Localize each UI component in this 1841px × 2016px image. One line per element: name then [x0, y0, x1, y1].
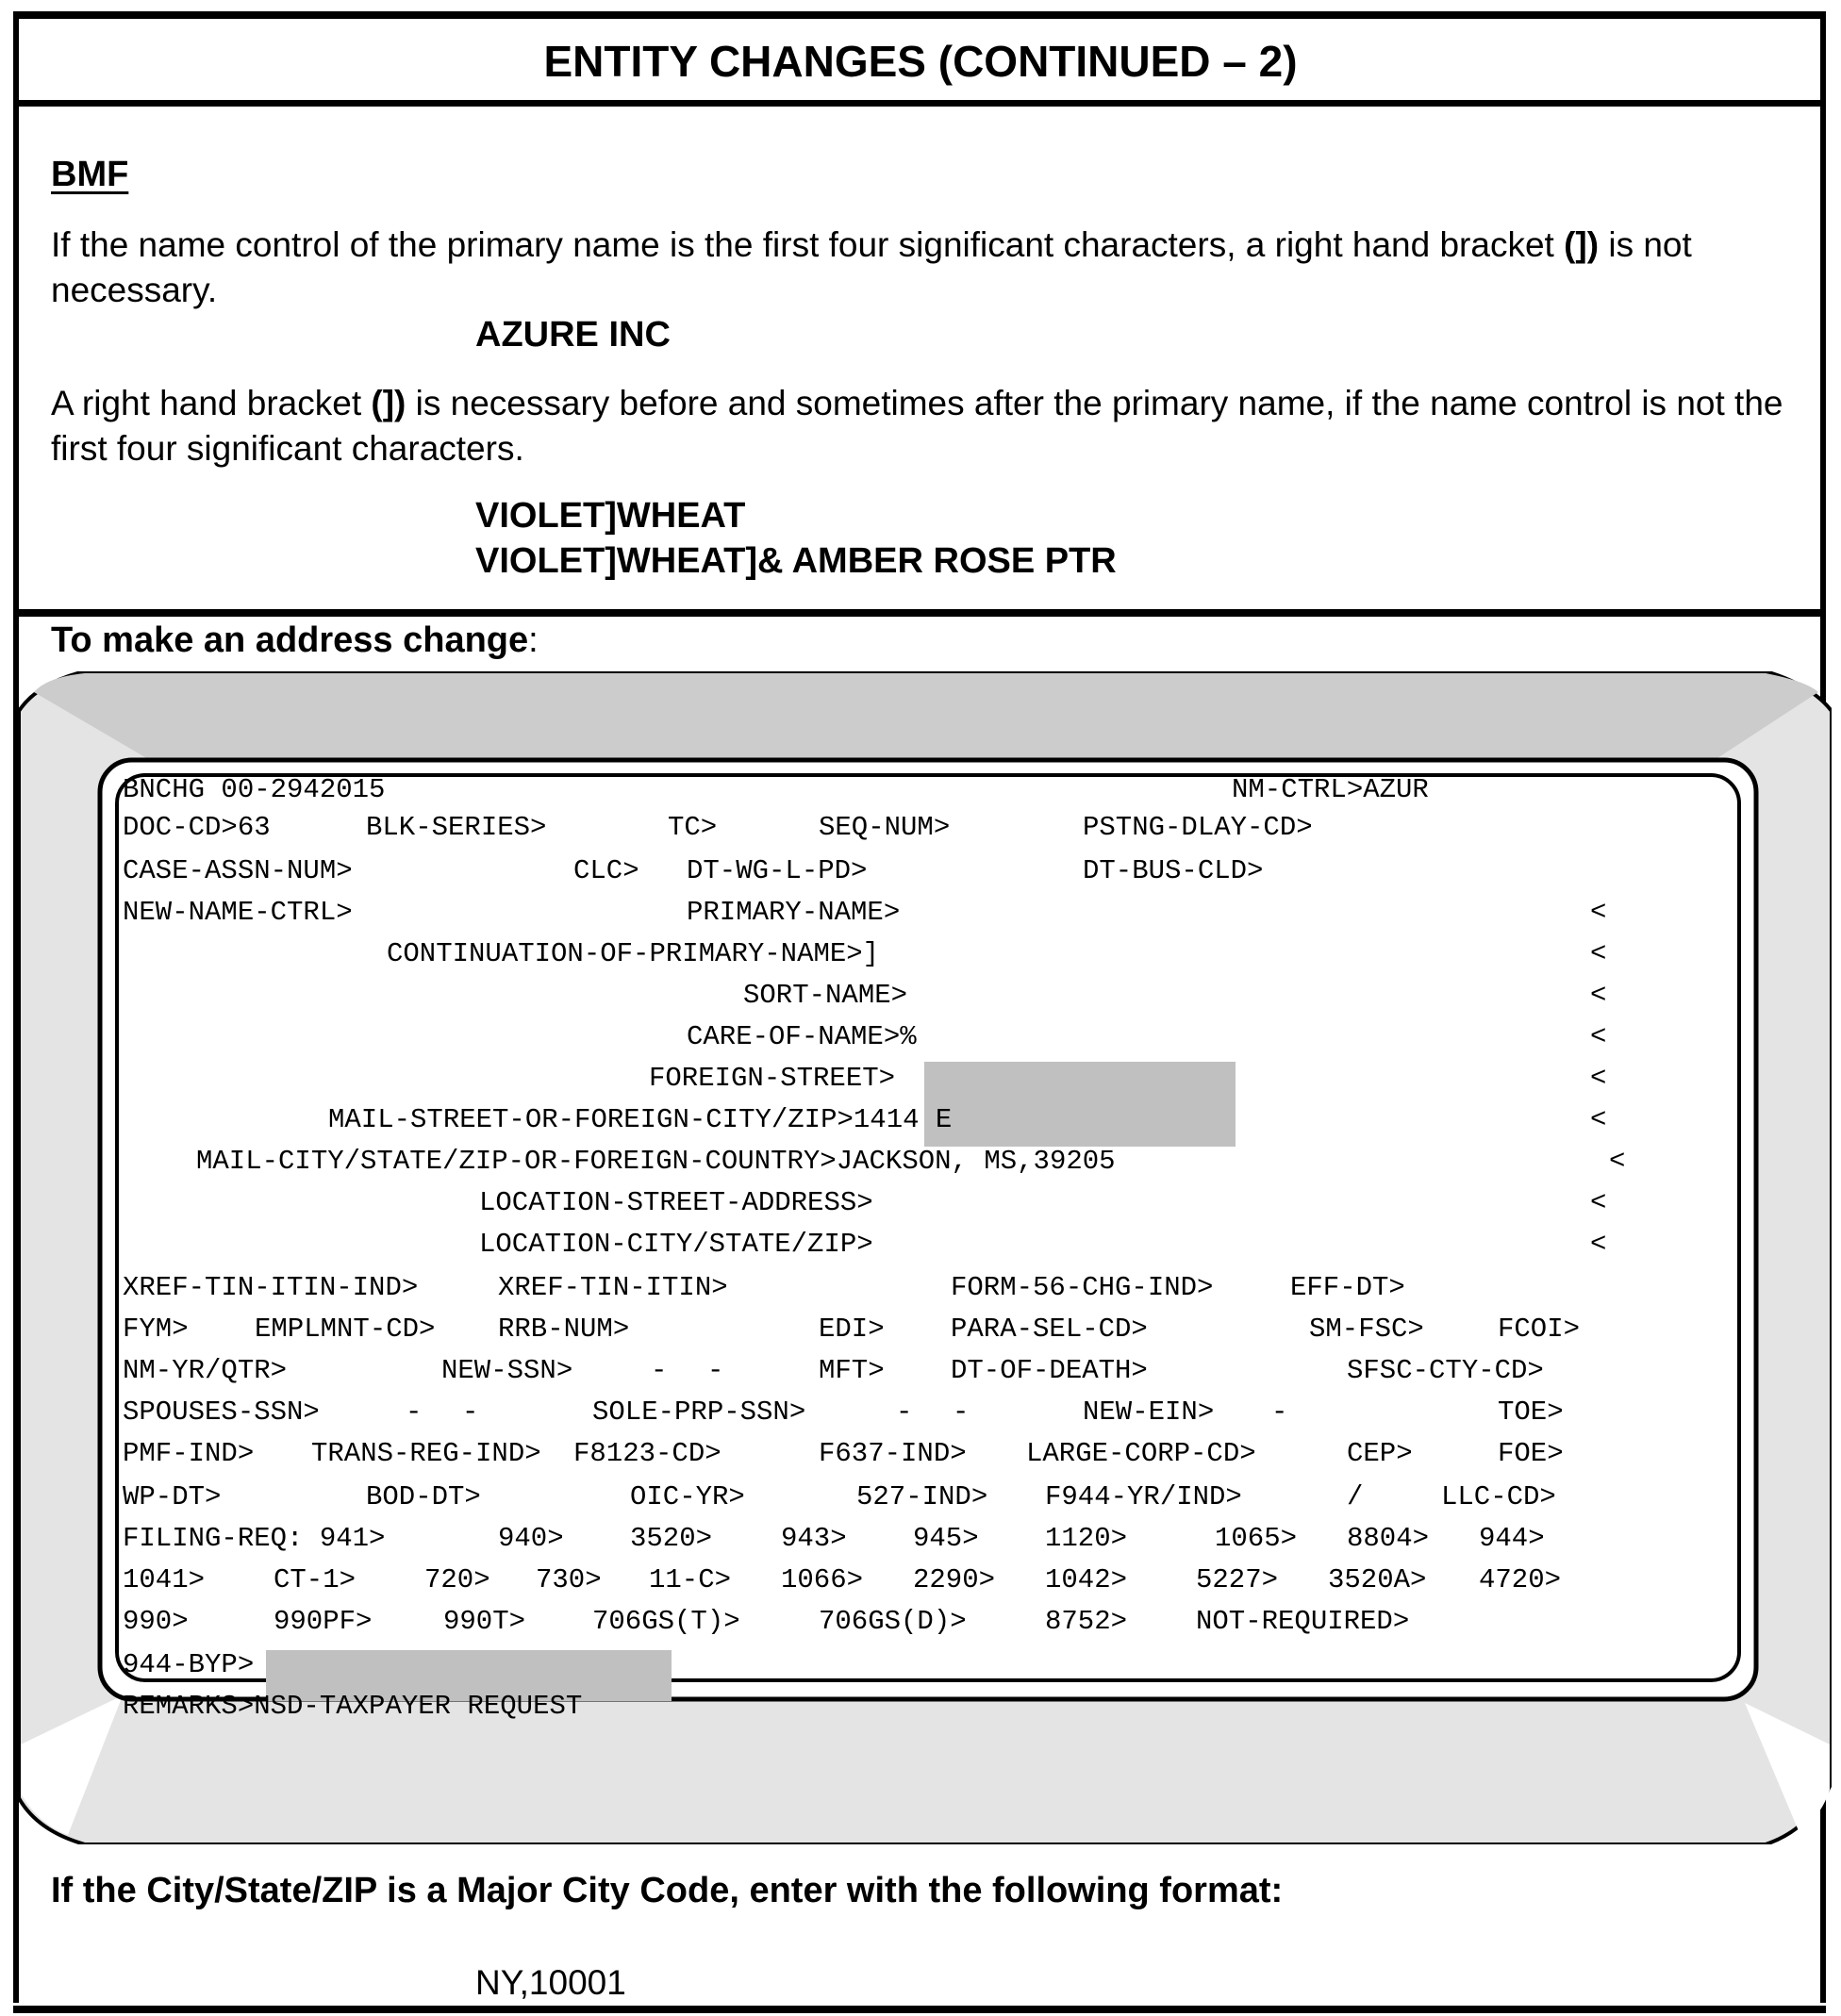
- screen-field: F637-IND>: [819, 1438, 967, 1469]
- field-end-marker: <: [1590, 1187, 1607, 1218]
- screen-field: 11-C>: [649, 1564, 732, 1595]
- screen-field: BOD-DT>: [366, 1481, 481, 1512]
- screen-field: F8123-CD>: [573, 1438, 721, 1469]
- section-rule: [13, 609, 1826, 617]
- screen-field: FYM>: [123, 1314, 189, 1345]
- page-title: ENTITY CHANGES (CONTINUED – 2): [543, 37, 1298, 86]
- example-violet-wheat: VIOLET]WHEAT: [475, 496, 746, 536]
- screen-field: FOE>: [1498, 1438, 1564, 1469]
- screen-field: -: [462, 1396, 479, 1428]
- field-end-marker: <: [1590, 1021, 1607, 1052]
- screen-field: 8752>: [1045, 1606, 1128, 1637]
- screen-field: 4720>: [1479, 1564, 1562, 1595]
- field-end-marker: <: [1590, 980, 1607, 1011]
- screen-field: -: [651, 1355, 668, 1386]
- screen-field: WP-DT>: [123, 1481, 222, 1512]
- screen-field: DT-WG-L-PD>: [687, 855, 868, 886]
- screen-field: CEP>: [1347, 1438, 1413, 1469]
- bmf-paragraph-2: [51, 381, 1805, 471]
- redacted-foreign-street: [924, 1062, 1236, 1147]
- screen-field: SPOUSES-SSN>: [123, 1396, 320, 1428]
- screen-field: 1120>: [1045, 1523, 1128, 1554]
- screen-field: PRIMARY-NAME>: [687, 897, 901, 928]
- screen-field: NEW-SSN>: [441, 1355, 573, 1386]
- title-rule: [13, 100, 1826, 107]
- field-end-marker: <: [1590, 938, 1607, 969]
- screen-field: NEW-NAME-CTRL>: [123, 897, 353, 928]
- screen-field: LOCATION-CITY/STATE/ZIP>: [479, 1229, 873, 1260]
- screen-field: DT-BUS-CLD>: [1083, 855, 1264, 886]
- screen-field: -: [896, 1396, 913, 1428]
- screen-field: 5227>: [1196, 1564, 1279, 1595]
- screen-field: -: [1271, 1396, 1288, 1428]
- screen-field: 944-BYP>: [123, 1649, 255, 1680]
- screen-field: FILING-REQ: 941>: [123, 1523, 386, 1554]
- screen-field: LARGE-CORP-CD>: [1026, 1438, 1256, 1469]
- field-end-marker: <: [1590, 1104, 1607, 1135]
- screen-field: 527-IND>: [856, 1481, 988, 1512]
- screen-field: BNCHG 00-2942015: [123, 774, 386, 805]
- address-change-label: To make an address change: [51, 620, 529, 660]
- major-city-example: NY,10001: [475, 1963, 626, 2002]
- screen-field: LOCATION-STREET-ADDRESS>: [479, 1187, 873, 1218]
- screen-field: 990T>: [443, 1606, 526, 1637]
- screen-field: 1065>: [1215, 1523, 1298, 1554]
- address-change-lead: [51, 620, 539, 661]
- screen-field: PARA-SEL-CD>: [951, 1314, 1148, 1345]
- screen-field: 990>: [123, 1606, 189, 1637]
- screen-field: NM-CTRL>AZUR: [1232, 774, 1429, 805]
- screen-field: 940>: [498, 1523, 564, 1554]
- screen-field: PSTNG-DLAY-CD>: [1083, 812, 1313, 843]
- bmf-paragraph-1-end: is not necessary.: [51, 225, 1692, 309]
- screen-field: NOT-REQUIRED>: [1196, 1606, 1410, 1637]
- screen-field: CONTINUATION-OF-PRIMARY-NAME>]: [387, 938, 880, 969]
- major-city-lead: If the City/State/ZIP is a Major City Code, enter with the following format:: [51, 1871, 1284, 1910]
- screen-field: 706GS(D)>: [819, 1606, 967, 1637]
- screen-field: SM-FSC>: [1309, 1314, 1424, 1345]
- bottom-rule: [13, 2006, 1826, 2013]
- screen-field: F944-YR/IND>: [1045, 1481, 1242, 1512]
- screen-field: 8804>: [1347, 1523, 1430, 1554]
- screen-field: 2290>: [913, 1564, 996, 1595]
- screen-field: OIC-YR>: [630, 1481, 745, 1512]
- bmf-paragraph-2-end: is necessary before and sometimes after the primary name, if the name control is not the first four significant characters.: [51, 384, 1783, 468]
- screen-field: 730>: [536, 1564, 602, 1595]
- screen-field: TC>: [668, 812, 718, 843]
- screen-field: -: [406, 1396, 423, 1428]
- screen-field: 943>: [781, 1523, 847, 1554]
- address-change-colon: :: [528, 620, 539, 660]
- screen-field: -: [953, 1396, 970, 1428]
- top-rule: [13, 11, 1826, 19]
- screen-field: /: [1347, 1481, 1364, 1512]
- screen-field: 1066>: [781, 1564, 864, 1595]
- screen-field: 1041>: [123, 1564, 206, 1595]
- bmf-paragraph-1-text: If the name control of the primary name is the first four significant characters, a right hand bracket: [51, 225, 1565, 264]
- screen-field: XREF-TIN-ITIN>: [498, 1272, 728, 1303]
- screen-field: FCOI>: [1498, 1314, 1581, 1345]
- field-end-marker: <: [1590, 1229, 1607, 1260]
- screen-field: FOREIGN-STREET>: [649, 1063, 896, 1094]
- screen-field: BLK-SERIES>: [366, 812, 547, 843]
- screen-field: CASE-ASSN-NUM>: [123, 855, 353, 886]
- screen-field: EFF-DT>: [1290, 1272, 1405, 1303]
- screen-field: 706GS(T)>: [592, 1606, 740, 1637]
- screen-field: NEW-EIN>: [1083, 1396, 1215, 1428]
- screen-field: REMARKS>NSD-TAXPAYER REQUEST: [123, 1691, 583, 1722]
- screen-field: FORM-56-CHG-IND>: [951, 1272, 1214, 1303]
- screen-field: DT-OF-DEATH>: [951, 1355, 1148, 1386]
- screen-field: SFSC-CTY-CD>: [1347, 1355, 1544, 1386]
- bracket-symbol: (]): [1564, 225, 1600, 264]
- screen-field: SEQ-NUM>: [819, 812, 951, 843]
- screen-field: MFT>: [819, 1355, 885, 1386]
- screen-field: TRANS-REG-IND>: [311, 1438, 541, 1469]
- example-azure-inc: AZURE INC: [475, 315, 671, 355]
- screen-field: 3520A>: [1328, 1564, 1427, 1595]
- screen-field: MAIL-CITY/STATE/ZIP-OR-FOREIGN-COUNTRY>JACKSON, MS,39205: [196, 1146, 1116, 1177]
- screen-field: EDI>: [819, 1314, 885, 1345]
- screen-field: 944>: [1479, 1523, 1545, 1554]
- screen-field: CARE-OF-NAME>%: [687, 1021, 917, 1052]
- screen-field: RRB-NUM>: [498, 1314, 630, 1345]
- screen-field: -: [707, 1355, 724, 1386]
- screen-field: CT-1>: [274, 1564, 357, 1595]
- bracket-symbol: (]): [371, 384, 406, 422]
- screen-field: 1042>: [1045, 1564, 1128, 1595]
- bmf-paragraph-2-text: A right hand bracket: [51, 384, 372, 422]
- screen-field: 990PF>: [274, 1606, 373, 1637]
- field-end-marker: <: [1590, 1063, 1607, 1094]
- field-end-marker: <: [1590, 897, 1607, 928]
- screen-field: DOC-CD>63: [123, 812, 271, 843]
- screen-field: SORT-NAME>: [743, 980, 908, 1011]
- screen-field: EMPLMNT-CD>: [255, 1314, 436, 1345]
- screen-field: TOE>: [1498, 1396, 1564, 1428]
- screen-field: LLC-CD>: [1441, 1481, 1556, 1512]
- screen-field: NM-YR/QTR>: [123, 1355, 288, 1386]
- field-end-marker: <: [1609, 1146, 1626, 1177]
- bmf-paragraph-1: [51, 223, 1805, 313]
- example-violet-wheat-amber-rose: VIOLET]WHEAT]& AMBER ROSE PTR: [475, 541, 1117, 581]
- screen-field: 720>: [424, 1564, 490, 1595]
- screen-field: PMF-IND>: [123, 1438, 255, 1469]
- screen-field: XREF-TIN-ITIN-IND>: [123, 1272, 419, 1303]
- screen-field: 945>: [913, 1523, 979, 1554]
- screen-field: 3520>: [630, 1523, 713, 1554]
- section-heading-bmf: BMF: [51, 155, 129, 194]
- screen-field: MAIL-STREET-OR-FOREIGN-CITY/ZIP>1414 E: [328, 1104, 953, 1135]
- screen-field: SOLE-PRP-SSN>: [592, 1396, 806, 1428]
- screen-field: CLC>: [573, 855, 639, 886]
